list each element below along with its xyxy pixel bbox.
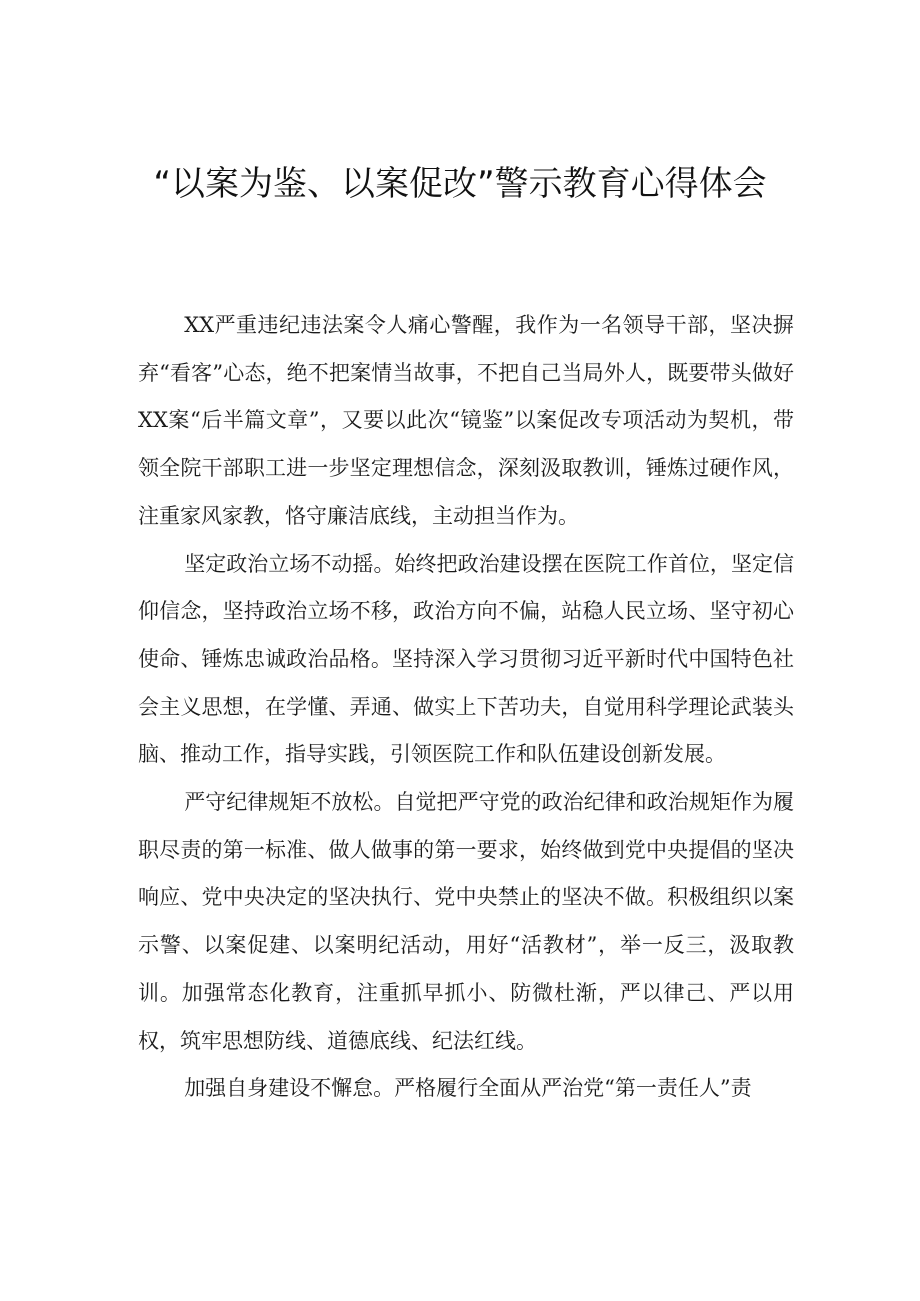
- paragraph: XX严重违纪违法案令人痛心警醒，我作为一名领导干部，坚决摒弃“看客”心态，绝不把案情当故事，不把自己当局外人，既要带头做好XX案“后半篇文章”，又要以此次“镜鉴”以案促改专项活动为契机，带领全院干部职工进一步坚定理想信念，深刻汲取教训，锤炼过硬作风，注重家风家教，恪守廉洁底线，主动担当作为。: [138, 313, 794, 528]
- paragraph: 坚定政治立场不动摇。始终把政治建设摆在医院工作首位，坚定信仰信念，坚持政治立场不移，政治方向不偏，站稳人民立场、坚守初心使命、锤炼忠诚政治品格。坚持深入学习贯彻习近平新时代中国特色社会主义思想，在学懂、弄通、做实上下苦功夫，自觉用科学理论武装头脑、推动工作，指导实践，引领医院工作和队伍建设创新发展。: [138, 551, 794, 767]
- document-title: “以案为鉴、以案促改”警示教育心得体会: [153, 164, 767, 204]
- paragraph: 加强自身建设不懈怠。严格履行全面从严治党“第一责任人”责: [184, 1076, 752, 1101]
- document-body: [138, 302, 794, 1113]
- paragraph: 严守纪律规矩不放松。自觉把严守党的政治纪律和政治规矩作为履职尽责的第一标准、做人做事的第一要求，始终做到党中央提倡的坚决响应、党中央决定的坚决执行、党中央禁止的坚决不做。积极组织以案示警、以案促建、以案明纪活动，用好“活教材”，举一反三，汲取教训。加强常态化教育，注重抓早抓小、防微杜渐，严以律己、严以用权，筑牢思想防线、道德底线、纪法红线。: [138, 790, 794, 1053]
